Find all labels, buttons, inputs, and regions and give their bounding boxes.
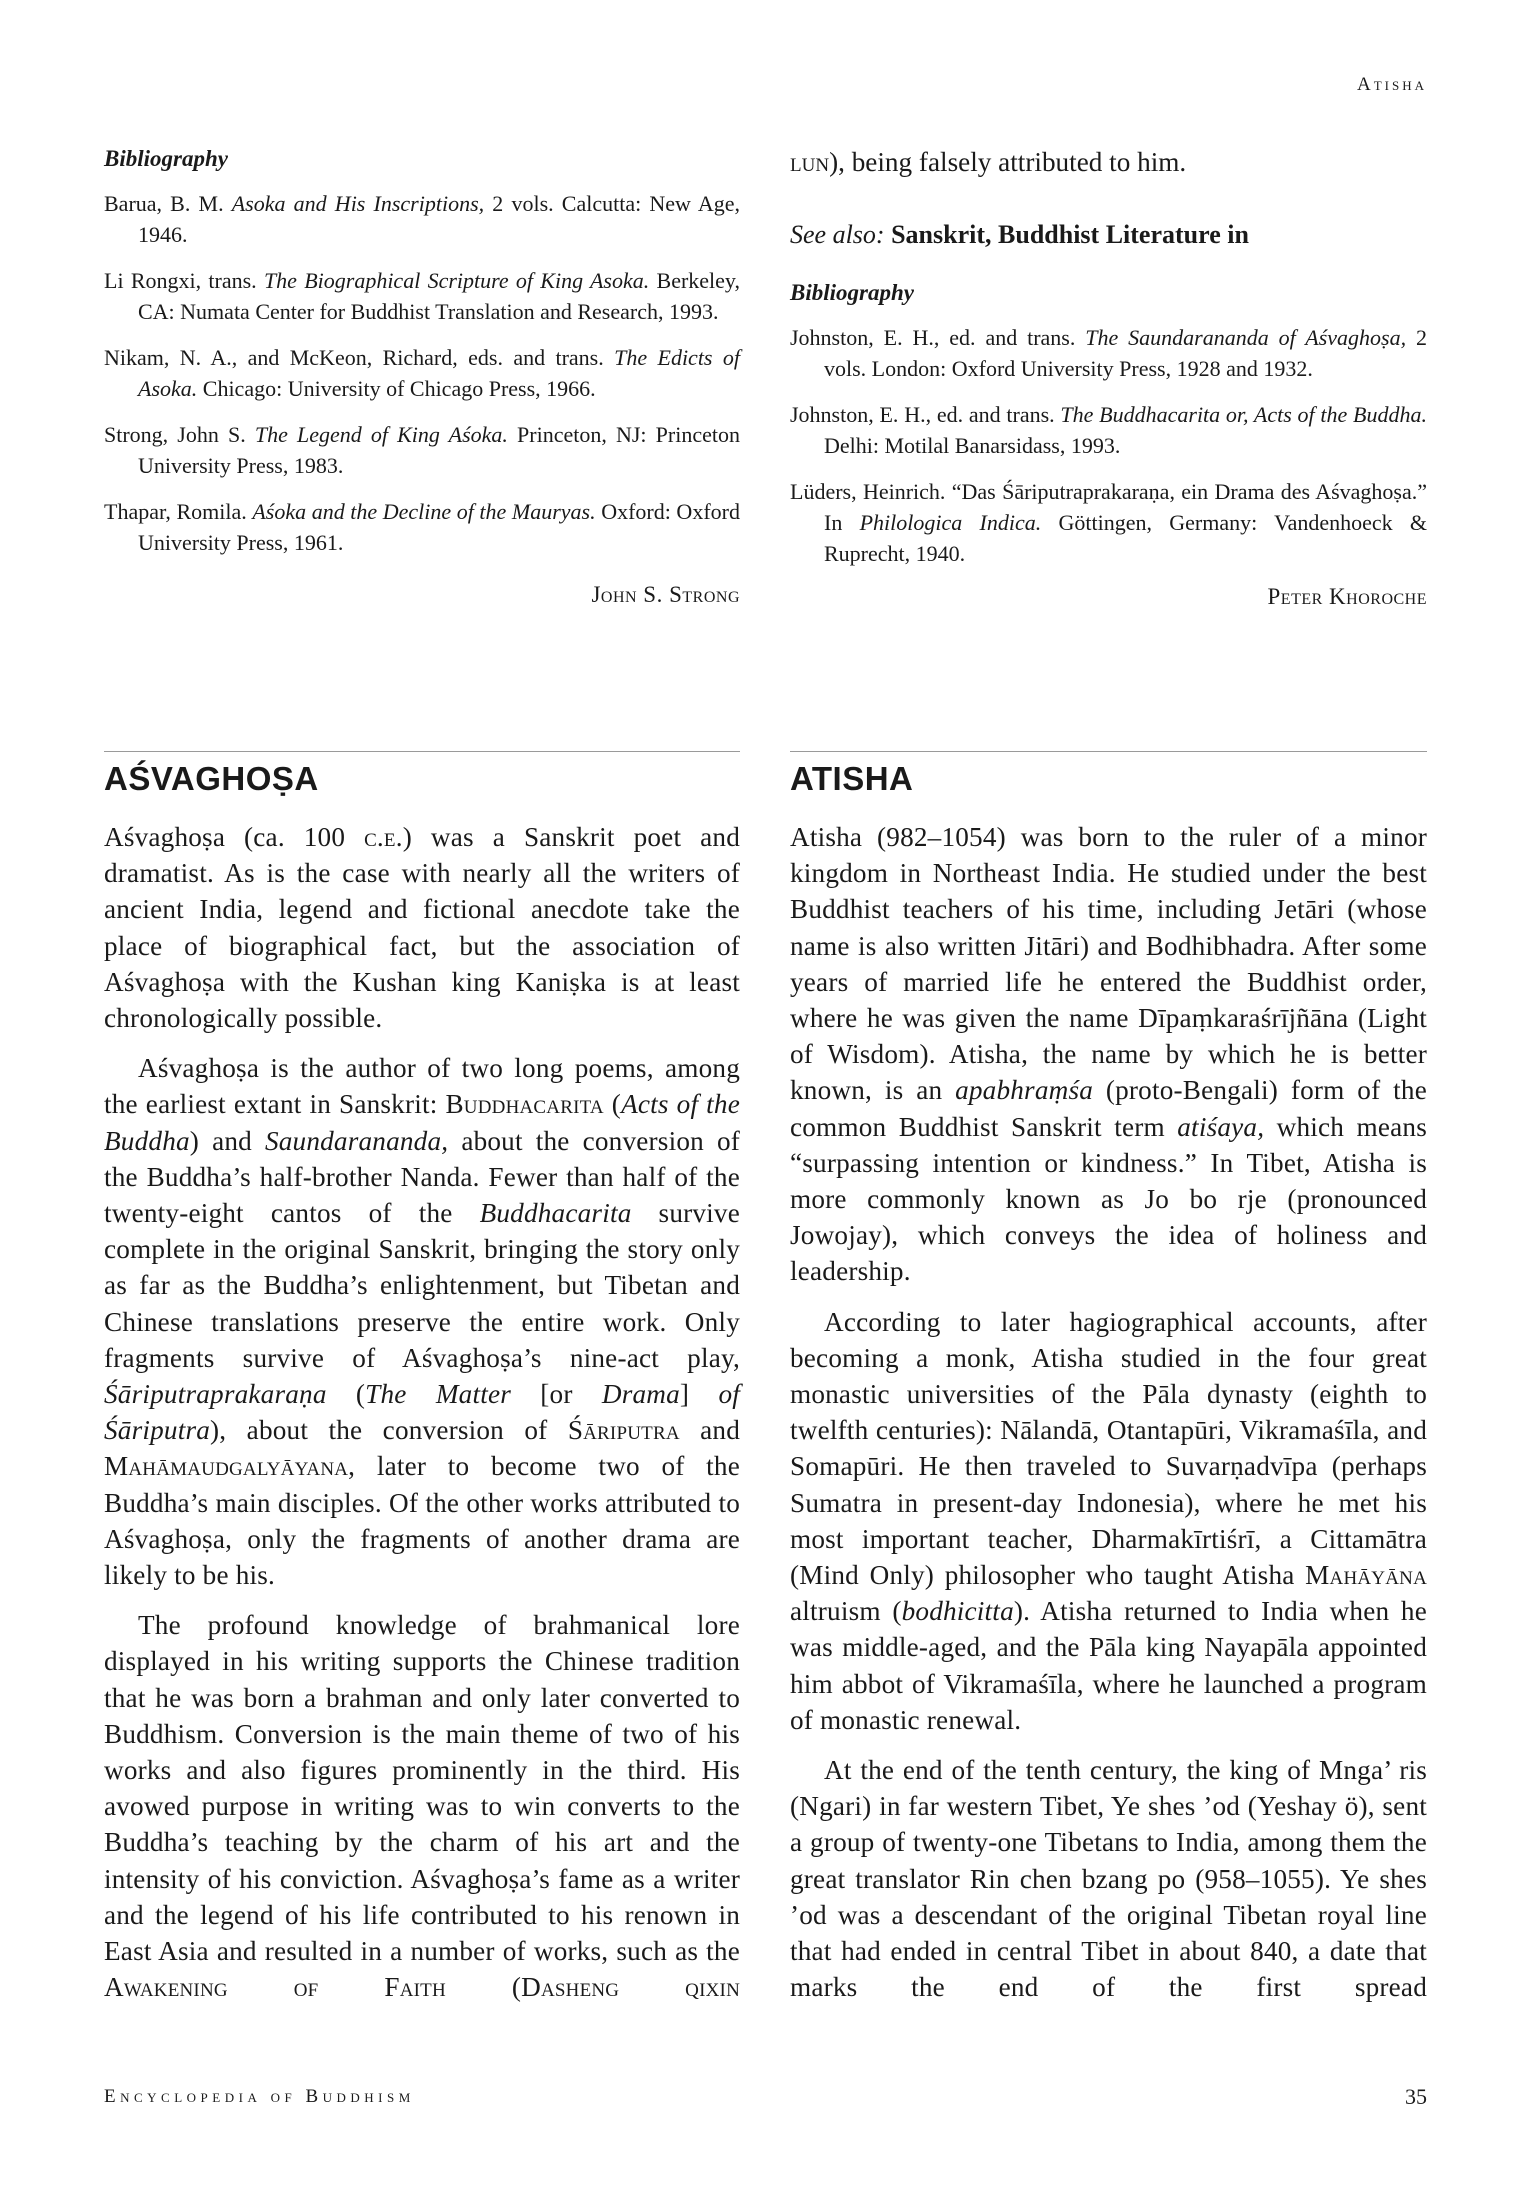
text-run: ), being falsely attributed to him. [829,147,1187,177]
italic-text: Philologica Indica. [859,510,1042,535]
bibliography-heading: Bibliography [104,146,228,171]
article-body [104,819,740,2006]
article-atisha [790,760,1427,2020]
footer-book-title: Encyclopedia of Buddhism [104,2086,415,2107]
paragraph [104,819,740,1036]
text-run: Thapar, Romila. [104,499,253,524]
italic-text: Buddhacarita [479,1198,632,1229]
text-run: 2 vols. London: Oxford University Press, 1928 and 1932. [824,325,1427,381]
text-run: ( [603,1089,622,1120]
author-signature: John S. Strong [591,582,740,607]
bibliography-list [790,322,1427,569]
bibliography-entry [104,265,740,327]
text-run: ) was a Sanskrit poet and dramatist. As is the case with nearly all the writers of ancient India, legend and fictional anecdote take the place of biographical fact, but the association of Aśvaghoṣa with the Kushan king Kaniṣka is at least chronologically possible. [104,822,740,1034]
continued-text [790,144,1427,180]
paragraph [104,1607,740,2005]
small-caps-text: Śāriputra [567,1415,680,1446]
text-run: ( [445,1972,522,2003]
bibliography-entry [790,322,1427,384]
text-run: survive complete in the original Sanskrit, bringing the story only as far as the Buddha’s enlightenment, but Tibetan and Chinese translations preserve the entire work. Only fragments survive of Aśvaghoṣa’s nine-act play, [104,1198,740,1373]
text-run: Nikam, N. A., and McKeon, Richard, eds. and trans. [104,345,615,370]
italic-text: The Matter [365,1379,512,1410]
italic-text: The Buddhacarita or, Acts of the Buddha. [1060,402,1427,427]
paragraph [104,1050,740,1593]
paragraph [790,1304,1427,1738]
right-top-section [790,144,1427,610]
text-run: Lüders, Heinrich. “Das Śāriputraprakaraṇa, ein Drama des Aśvaghoṣa.” In [790,479,1427,535]
text-run: altruism ( [790,1596,902,1627]
text-run: Göttingen, Germany: Vandenhoeck & Ruprecht, 1940. [824,510,1428,566]
bold-text: Sanskrit, Buddhist Literature in [884,220,1249,249]
small-caps-text: Awakening of Faith [104,1972,446,2003]
italic-text: Saundarananda, [264,1125,449,1156]
small-caps-text: Mahāyāna [1305,1560,1427,1591]
section-divider [790,751,1427,752]
text-run: 2 vols. Calcutta: New Age, 1946. [138,191,740,247]
small-caps-text: Buddhacarita [445,1089,604,1120]
bibliography-entry [790,476,1427,569]
text-run: which means “surpassing intention or kindness.” In Tibet, Atisha is more commonly known as Jo bo rje (pronounced Jowojay), which conveys the idea of holiness and leadership. [790,1111,1427,1287]
bibliography-entry [104,496,740,558]
text-run: Atisha (982–1054) was born to the ruler of a minor kingdom in Northeast India. He studied under the best Buddhist teachers of his time, including Jetāri (whose name is also written Jitāri) and Bodhibhadra. After some years of married life he entered the Buddhist order, where he was given the name Dīpaṃkaraśrījñāna (Light of Wisdom). Atisha, the name by which he is better known, is an [790,822,1427,1106]
bibliography-heading: Bibliography [790,280,914,305]
text-run: Aśvaghoṣa (ca. 100 [104,822,365,852]
text-run: ( [326,1379,366,1410]
bibliography-entry [104,342,740,404]
text-run: [or [511,1379,602,1410]
text-run: ] [679,1379,719,1410]
bibliography-entry [790,399,1427,461]
text-run: Johnston, E. H., ed. and trans. [790,325,1086,350]
bibliography-list [104,188,740,558]
text-run: ), about the conversion of [210,1415,568,1446]
italic-text: Asoka and His Inscriptions, [231,191,485,216]
italic-text: The Legend of King Aśoka. [254,422,508,447]
section-divider [104,751,740,752]
text-run: ). Atisha returned to India when he was middle-aged, and the Pāla king Nayapāla appointed him abbot of Vikramaśīla, where he launched a program of monastic renewal. [790,1596,1427,1735]
text-run: Oxford: Oxford University Press, 1961. [138,499,740,555]
running-head: Atisha [1357,74,1427,95]
bibliography-entry [104,188,740,250]
text-run: Strong, John S. [104,422,255,447]
left-bibliography [104,146,740,608]
text-run: Chicago: University of Chicago Press, 1966. [197,376,596,401]
paragraph [790,1752,1427,2005]
bibliography-entry [104,419,740,481]
italic-text: Drama [601,1379,680,1410]
article-title: ATISHA [790,760,914,797]
text-run: and [679,1415,740,1446]
small-caps-text: c.e. [364,822,403,852]
author-signature: Peter Khoroche [1267,584,1427,609]
italic-text: apabhraṃśa [955,1075,1094,1106]
italic-text: bodhicitta [901,1596,1014,1627]
text-run: Aśvaghoṣa is the author of two long poems, among the earliest extant in Sanskrit: [104,1053,740,1120]
italic-text: Aśoka and the Decline of the Mauryas. [252,499,596,524]
italic-text: atiśaya, [1177,1111,1265,1142]
article-body [790,819,1427,2006]
text-run: (proto-Bengali) form of the common Buddhist Sanskrit term [790,1075,1427,1142]
text-run: Johnston, E. H., ed. and trans. [790,402,1061,427]
article-title: AŚVAGHOṢA [104,760,319,797]
text-run: The profound knowledge of brahmanical lore displayed in his writing supports the Chinese tradition that he was born a brahman and only later converted to Buddhism. Conversion is the main theme of two of his works and also figures prominently in the third. His avowed purpose in writing was to win converts to the Buddha’s teaching by the charm of his art and the intensity of his conviction. Aśvaghoṣa’s fame as a writer and the legend of his life contributed to his renown in East Asia and resulted in a number of works, such as the [104,1610,740,1967]
italic-text: The Saundarananda of Aśvaghoṣa, [1085,325,1407,350]
text-run: Delhi: Motilal Banarsidass, 1993. [824,433,1121,458]
page-number: 35 [1405,2084,1427,2109]
text-run: Berkeley, CA: Numata Center for Buddhist Translation and Research, 1993. [138,268,741,324]
paragraph [790,819,1427,1290]
text-run: ) and [189,1125,265,1156]
article-asvaghosa [104,760,740,2020]
text-run: Li Rongxi, trans. [104,268,264,293]
text-run: Princeton, NJ: Princeton University Press, 1983. [138,422,740,478]
text-run: At the end of the tenth century, the king of Mnga’ ris (Ngari) in far western Tibet, Ye shes ’od (Yeshay ö), sent a group of twenty-one Tibetans to India, among them the great translator Rin chen bzang po (958–1055). Ye shes ’od was a descendant of the original Tibetan royal line that had ended in central Tibet in about 840, a date that marks the end of the first spread [790,1755,1427,2003]
see-also [790,220,1427,250]
small-caps-text: Mahāmaudgalyāyana [104,1451,349,1482]
italic-text: Acts of the Buddha [104,1089,740,1156]
text-run: , later to become two of the Buddha’s main disciples. Of the other works attributed to Aśvaghoṣa, only the fragments of another drama are likely to be his. [104,1451,740,1591]
italic-text: The Edicts of Asoka. [138,345,740,401]
text-run: According to later hagiographical accounts, after becoming a monk, Atisha studied in the four great monastic universities of the Pāla dynasty (eighth to twelfth centuries): Nālandā, Otantapūri, Vikramaśīla, and Somapūri. He then traveled to Suvarṇadvīpa (perhaps Sumatra in present-day Indonesia), where he met his most important teacher, Dharmakīrtiśrī, a Cittamātra (Mind Only) philosopher who taught Atisha [790,1306,1427,1591]
small-caps-text: lun [790,147,830,177]
text-run: Barua, B. M. [104,191,232,216]
italic-text: See also: [790,220,885,249]
text-run: about the conversion of the Buddha’s half-brother Nanda. Fewer than half of the twenty-eight cantos of the [104,1125,740,1229]
small-caps-text: Dasheng qixin [521,1972,740,2003]
italic-text: Śāriputraprakaraṇa [104,1379,327,1410]
italic-text: The Biographical Scripture of King Asoka. [263,268,650,293]
italic-text: of Śāriputra [104,1379,740,1446]
